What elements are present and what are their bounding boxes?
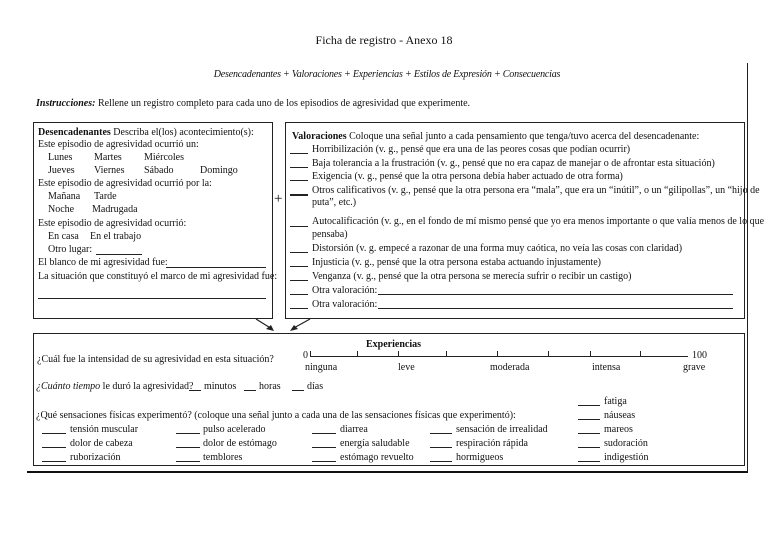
duration-unit: horas: [259, 381, 281, 392]
appraisal-other-label: Otra valoración:: [312, 299, 378, 310]
time-option[interactable]: Madrugada: [92, 204, 138, 215]
scale-tick: [357, 351, 358, 357]
sensation-item: temblores: [203, 452, 243, 463]
day-option[interactable]: Lunes: [48, 152, 73, 163]
appraisal-check-line[interactable]: [290, 280, 308, 281]
scale-tick: [446, 351, 447, 357]
other-place-field[interactable]: [96, 254, 142, 255]
sensation-check-line[interactable]: [312, 433, 336, 434]
appraisals-heading-rest: Coloque una señal junto a cada pensamiento que tenga/tuvo acerca del desencadenante:: [346, 131, 700, 142]
sensation-item: estómago revuelto: [340, 452, 414, 463]
appraisal-item: Venganza (v. g., pensé que la otra persona se merecía sufrir o recibir un castigo): [312, 271, 632, 282]
scale-tick: [590, 351, 591, 357]
appraisal-item: Autocalificación (v. g., en el fondo de mí mismo pensé que yo era menos importante o que valía menos de lo que: [312, 216, 765, 227]
duration-question-rest: le duró la agresividad?: [100, 381, 194, 392]
day-prompt: Este episodio de agresividad ocurrió un:: [38, 139, 199, 150]
sensation-check-line[interactable]: [578, 433, 600, 434]
appraisal-check-line[interactable]: [290, 266, 308, 267]
appraisal-check-line[interactable]: [290, 153, 308, 154]
intensity-question: ¿Cuál fue la intensidad de su agresividad en esta situación?: [37, 354, 274, 365]
sensation-item: sudoración: [604, 438, 648, 449]
sensation-item: energía saludable: [340, 438, 410, 449]
day-option[interactable]: Martes: [94, 152, 122, 163]
sensation-item: tensión muscular: [70, 424, 139, 435]
scale-label: intensa: [592, 362, 621, 373]
sensation-item: dolor de estómago: [203, 438, 277, 449]
sensation-item: hormigueos: [456, 452, 504, 463]
sensation-check-line[interactable]: [42, 461, 66, 462]
sensation-check-line[interactable]: [578, 447, 600, 448]
sensation-check-line[interactable]: [176, 433, 200, 434]
sensations-question: ¿Qué sensaciones físicas experimentó? (coloque una señal junto a cada una de las sensaciones físicas que experimentó):: [36, 410, 516, 421]
sensation-item: diarrea: [340, 424, 368, 435]
hours-field[interactable]: [244, 390, 256, 391]
scale-label: moderada: [490, 362, 530, 373]
duration-question-italic: ¿Cuánto tiempo: [36, 381, 101, 392]
time-option[interactable]: Noche: [48, 204, 75, 215]
place-option[interactable]: En el trabajo: [90, 231, 142, 242]
appraisals-heading-bold: Valoraciones: [292, 131, 347, 142]
appraisal-other-field[interactable]: [378, 308, 733, 309]
scale-label: grave: [683, 362, 706, 373]
instructions-label: Instrucciones:: [36, 98, 96, 109]
sensation-item: respiración rápida: [456, 438, 528, 449]
appraisal-item: Otros calificativos (v. g., pensé que la otra persona era “mala”, que era un “inútil”, o un “gilipollas”, un “hijo de: [312, 185, 760, 196]
day-option[interactable]: Jueves: [48, 165, 75, 176]
page-title: Ficha de registro - Anexo 18: [315, 33, 453, 47]
sensation-check-line[interactable]: [312, 461, 336, 462]
appraisal-item-continued: pensaba): [312, 229, 348, 240]
situation-label: La situación que constituyó el marco de mi agresividad fue:: [38, 271, 278, 282]
day-option[interactable]: Viernes: [94, 165, 125, 176]
sensation-check-line[interactable]: [430, 461, 452, 462]
sensation-item: ruborización: [70, 452, 121, 463]
scale-max: 100: [692, 350, 707, 361]
scale-tick: [548, 351, 549, 357]
time-option[interactable]: Mañana: [48, 191, 81, 202]
day-option[interactable]: Sábado: [144, 165, 174, 176]
duration-unit: minutos: [204, 381, 237, 392]
instructions: [36, 98, 470, 110]
intensity-scale[interactable]: [310, 356, 688, 357]
sensation-item: mareos: [604, 424, 633, 435]
situation-field[interactable]: [38, 298, 266, 299]
day-option[interactable]: Miércoles: [144, 152, 184, 163]
other-place-label: Otro lugar:: [48, 244, 93, 255]
triggers-box: [33, 122, 278, 319]
scale-label: ninguna: [305, 362, 338, 373]
minutes-field[interactable]: [189, 390, 201, 391]
scale-label: leve: [398, 362, 415, 373]
scale-tick: [640, 351, 641, 357]
appraisal-other-field[interactable]: [378, 294, 733, 295]
place-prompt: Este episodio de agresividad ocurrió:: [38, 218, 187, 229]
appraisal-item: Horribilización (v. g., pensé que era una de las peores cosas que podían ocurrir): [312, 144, 631, 155]
appraisal-item: Exigencia (v. g., pensé que la otra persona debía haber actuado de otra forma): [312, 171, 623, 182]
sensation-item: náuseas: [604, 410, 636, 421]
appraisal-check-line[interactable]: [290, 294, 308, 295]
scale-min: 0: [303, 350, 308, 361]
sensation-check-line[interactable]: [42, 447, 66, 448]
appraisals-box: [285, 122, 765, 319]
time-option[interactable]: Tarde: [94, 191, 117, 202]
sensation-check-line[interactable]: [430, 433, 452, 434]
experiences-heading: Experiencias: [366, 339, 421, 350]
appraisals-heading: [292, 131, 699, 143]
sensation-item: fatiga: [604, 396, 627, 407]
appraisal-check-line[interactable]: [290, 194, 308, 196]
scale-tick: [310, 351, 311, 357]
appraisal-item: Distorsión (v. g. empecé a razonar de una forma muy caótica, no veía las cosas con claridad): [312, 243, 683, 254]
scale-tick: [497, 351, 498, 357]
appraisal-item: Injusticia (v. g., pensé que la otra persona estaba actuando injustamente): [312, 257, 601, 268]
plus-sign: +: [274, 191, 283, 207]
triggers-heading-bold: Desencadenantes: [38, 127, 111, 138]
appraisal-check-line[interactable]: [290, 308, 308, 309]
sensation-check-line[interactable]: [176, 461, 200, 462]
sensation-item: indigestión: [604, 452, 649, 463]
appraisal-item: Baja tolerancia a la frustración (v. g., pensé que no era capaz de manejar o de afrontar esta situación): [312, 158, 715, 169]
triggers-heading-rest: Describa el(los) acontecimiento(s):: [110, 127, 254, 138]
appraisal-check-line[interactable]: [290, 180, 308, 181]
target-label: El blanco de mi agresividad fue:: [38, 257, 168, 268]
time-prompt: Este episodio de agresividad ocurrió por la:: [38, 178, 212, 189]
target-field[interactable]: [166, 267, 266, 268]
sensation-check-line[interactable]: [176, 447, 200, 448]
appraisal-other-label: Otra valoración:: [312, 285, 378, 296]
sensation-check-line[interactable]: [578, 405, 600, 406]
appraisal-check-line[interactable]: [290, 226, 308, 227]
sensation-item: sensación de irrealidad: [456, 424, 548, 435]
triggers-heading: [38, 127, 254, 139]
form-subtitle: Desencadenantes + Valoraciones + Experiencias + Estilos de Expresión + Consecuencias: [213, 69, 561, 80]
sensation-check-line[interactable]: [430, 447, 452, 448]
sensation-check-line[interactable]: [42, 433, 66, 434]
sensation-check-line[interactable]: [578, 419, 600, 420]
duration-question: [36, 381, 193, 393]
scale-tick: [398, 351, 399, 357]
appraisal-item-continued: puta”, etc.): [312, 197, 357, 208]
appraisal-check-line[interactable]: [290, 252, 308, 253]
sensation-item: dolor de cabeza: [70, 438, 133, 449]
duration-unit: días: [307, 381, 324, 392]
place-option[interactable]: En casa: [48, 231, 79, 242]
sensation-item: pulso acelerado: [203, 424, 266, 435]
days-field[interactable]: [292, 390, 304, 391]
sensation-check-line[interactable]: [578, 461, 600, 462]
appraisal-check-line[interactable]: [290, 167, 308, 168]
instructions-text: Rellene un registro completo para cada uno de los episodios de agresividad que experimente.: [95, 98, 471, 109]
day-option[interactable]: Domingo: [200, 165, 238, 176]
down-arrows-icon: [250, 316, 320, 334]
sensation-check-line[interactable]: [312, 447, 336, 448]
